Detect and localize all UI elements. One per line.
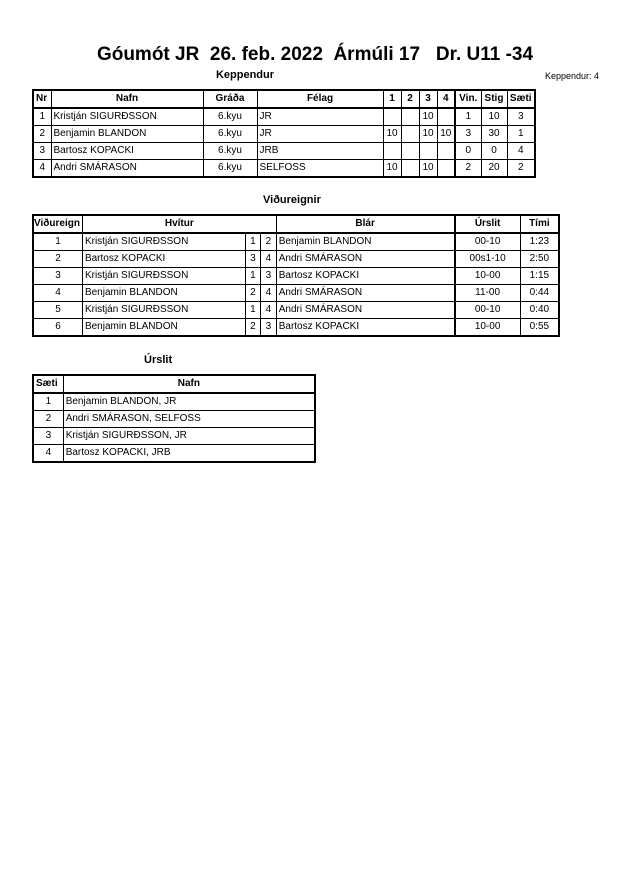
table-row	[33, 126, 535, 143]
match-white-nr: 2	[245, 319, 261, 337]
match-blue-nr: 3	[261, 319, 277, 337]
match-no: 6	[33, 319, 82, 337]
match-white-nr: 2	[245, 285, 261, 302]
player-nr: 4	[33, 160, 51, 178]
player-club: JRB	[257, 143, 383, 160]
player-points: 10	[481, 108, 507, 126]
player-points: 30	[481, 126, 507, 143]
competitor-count: Keppendur: 4	[544, 71, 599, 81]
col-place: Sæti	[507, 90, 535, 108]
table-row	[33, 285, 559, 302]
player-r2	[401, 160, 419, 178]
player-r2	[401, 126, 419, 143]
match-time: 1:23	[520, 233, 559, 251]
match-white: Kristján SIGURÐSSON	[82, 302, 245, 319]
match-time: 1:15	[520, 268, 559, 285]
match-white: Kristján SIGURÐSSON	[82, 268, 245, 285]
match-time: 0:55	[520, 319, 559, 337]
col-blue: Blár	[276, 215, 454, 233]
col-r3: 3	[419, 90, 437, 108]
table-row	[33, 108, 535, 126]
player-r4	[437, 160, 455, 178]
result-name: Andri SMÁRASON, SELFOSS	[63, 411, 315, 428]
player-grade: 6.kyu	[203, 143, 257, 160]
result-place: 2	[33, 411, 63, 428]
result-place: 4	[33, 445, 63, 463]
match-result: 00-10	[455, 302, 521, 319]
col-name: Nafn	[51, 90, 203, 108]
col-result: Úrslit	[455, 215, 521, 233]
table-row	[33, 302, 559, 319]
result-place: 1	[33, 393, 63, 411]
col-r4: 4	[437, 90, 455, 108]
match-blue-nr: 4	[261, 285, 277, 302]
player-nr: 2	[33, 126, 51, 143]
results-table	[32, 374, 316, 463]
player-grade: 6.kyu	[203, 108, 257, 126]
result-place: 3	[33, 428, 63, 445]
match-blue-nr: 3	[261, 268, 277, 285]
table-row	[33, 268, 559, 285]
player-place: 3	[507, 108, 535, 126]
result-name: Kristján SIGURÐSSON, JR	[63, 428, 315, 445]
match-no: 5	[33, 302, 82, 319]
matches-header-row	[33, 215, 559, 233]
players-heading: Keppendur	[215, 69, 275, 81]
match-time: 0:40	[520, 302, 559, 319]
player-name: Bartosz KOPACKI	[51, 143, 203, 160]
page-title: Góumót JR 26. feb. 2022 Ármúli 17 Dr. U11 -34	[96, 44, 534, 65]
result-name: Benjamin BLANDON, JR	[63, 393, 315, 411]
player-name: Benjamin BLANDON	[51, 126, 203, 143]
player-r1: 10	[383, 126, 401, 143]
match-blue: Benjamin BLANDON	[276, 233, 454, 251]
col-points: Stig	[481, 90, 507, 108]
match-no: 3	[33, 268, 82, 285]
match-blue-nr: 4	[261, 302, 277, 319]
results-header-row	[33, 375, 315, 393]
match-white: Benjamin BLANDON	[82, 319, 245, 337]
table-row	[33, 393, 315, 411]
player-club: JR	[257, 108, 383, 126]
match-result: 10-00	[455, 319, 521, 337]
table-row	[33, 233, 559, 251]
player-wins: 3	[455, 126, 481, 143]
player-r3: 10	[419, 108, 437, 126]
match-white-nr: 1	[245, 268, 261, 285]
player-name: Kristján SIGURÐSSON	[51, 108, 203, 126]
match-no: 1	[33, 233, 82, 251]
player-r3: 10	[419, 160, 437, 178]
matches-table	[32, 214, 560, 337]
col-wins: Vin.	[455, 90, 481, 108]
col-time: Tími	[520, 215, 559, 233]
player-name: Andri SMÁRASON	[51, 160, 203, 178]
player-r2	[401, 143, 419, 160]
match-blue-nr: 2	[261, 233, 277, 251]
player-nr: 3	[33, 143, 51, 160]
match-blue: Bartosz KOPACKI	[276, 268, 454, 285]
match-time: 2:50	[520, 251, 559, 268]
match-result: 00s1-10	[455, 251, 521, 268]
player-grade: 6.kyu	[203, 160, 257, 178]
players-table	[32, 89, 536, 178]
player-wins: 1	[455, 108, 481, 126]
player-r1	[383, 143, 401, 160]
match-blue: Andri SMÁRASON	[276, 251, 454, 268]
match-time: 0:44	[520, 285, 559, 302]
player-place: 4	[507, 143, 535, 160]
col-result-name: Nafn	[63, 375, 315, 393]
match-white-nr: 1	[245, 302, 261, 319]
col-club: Félag	[257, 90, 383, 108]
results-heading: Úrslit	[144, 354, 173, 366]
match-result: 10-00	[455, 268, 521, 285]
result-name: Bartosz KOPACKI, JRB	[63, 445, 315, 463]
player-r4	[437, 143, 455, 160]
player-r3	[419, 143, 437, 160]
col-white: Hvítur	[82, 215, 276, 233]
match-result: 11-00	[455, 285, 521, 302]
match-white: Benjamin BLANDON	[82, 285, 245, 302]
table-row	[33, 411, 315, 428]
col-result-place: Sæti	[33, 375, 63, 393]
match-result: 00-10	[455, 233, 521, 251]
player-grade: 6.kyu	[203, 126, 257, 143]
player-r1: 10	[383, 160, 401, 178]
player-points: 0	[481, 143, 507, 160]
player-nr: 1	[33, 108, 51, 126]
table-row	[33, 445, 315, 463]
player-r4: 10	[437, 126, 455, 143]
match-white-nr: 1	[245, 233, 261, 251]
player-club: SELFOSS	[257, 160, 383, 178]
table-row	[33, 319, 559, 337]
table-row	[33, 160, 535, 178]
match-white: Kristján SIGURÐSSON	[82, 233, 245, 251]
player-r3: 10	[419, 126, 437, 143]
match-no: 2	[33, 251, 82, 268]
match-blue: Andri SMÁRASON	[276, 285, 454, 302]
table-row	[33, 143, 535, 160]
match-blue: Bartosz KOPACKI	[276, 319, 454, 337]
col-grade: Gráða	[203, 90, 257, 108]
player-r2	[401, 108, 419, 126]
col-r1: 1	[383, 90, 401, 108]
match-blue-nr: 4	[261, 251, 277, 268]
player-points: 20	[481, 160, 507, 178]
player-place: 2	[507, 160, 535, 178]
match-white-nr: 3	[245, 251, 261, 268]
matches-heading: Viðureignir	[263, 194, 321, 206]
match-blue: Andri SMÁRASON	[276, 302, 454, 319]
players-header-row	[33, 90, 535, 108]
player-place: 1	[507, 126, 535, 143]
col-nr: Nr	[33, 90, 51, 108]
player-wins: 0	[455, 143, 481, 160]
match-no: 4	[33, 285, 82, 302]
table-row	[33, 251, 559, 268]
col-r2: 2	[401, 90, 419, 108]
player-wins: 2	[455, 160, 481, 178]
col-match-no: Viðureign	[33, 215, 82, 233]
player-club: JR	[257, 126, 383, 143]
player-r4	[437, 108, 455, 126]
table-row	[33, 428, 315, 445]
player-r1	[383, 108, 401, 126]
match-white: Bartosz KOPACKI	[82, 251, 245, 268]
